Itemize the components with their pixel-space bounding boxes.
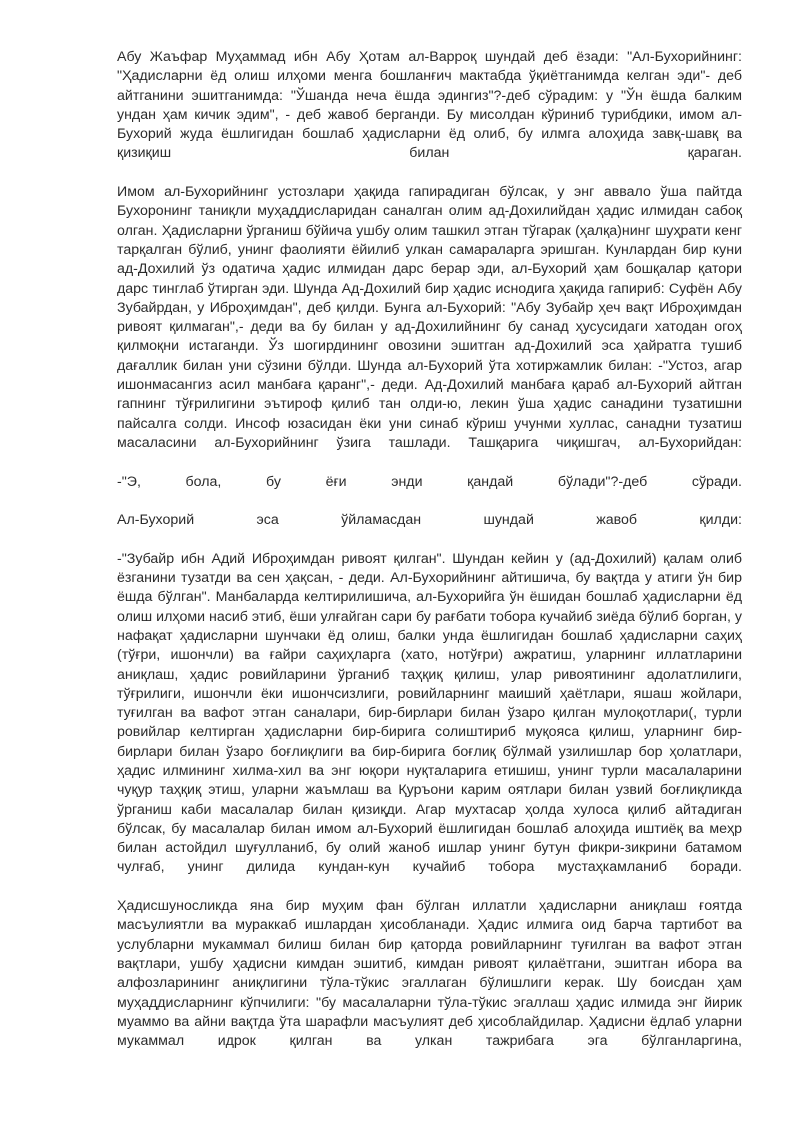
paragraph-2: Имом ал-Бухорийнинг устозлари ҳақида гапирадиган бўлсак, у энг аввало ўша пайтда Бухоронинг таниқли муҳаддисларидан саналган олим ад-Дохилийдан ҳадис илмидан сабоқ олган. Ҳадисларни ўрганиш бўйича ушбу олим ташкил этган тўгарак (ҳалқа)нинг шуҳрати кенг тарқалган бўлиб, унинг фаолияти ёйилиб улкан самараларга эришган. Кунлардан бир куни ад-Дохилий ўз одатича ҳадис илмидан дарс берар эди, ал-Бухорий ҳам бошқалар қатори дарс тинглаб ўтирган эди. Шунда Ад-Дохилий бир ҳадис иснодига ҳақида гапириб: Суфён Абу Зубайрдан, у Иброҳимдан", деб қилди. Бунга ал-Бухорий: "Абу Зубайр ҳеч вақт Иброҳимдан ривоят қилмаган",- деди ва бу билан у ад-Дохилийнинг бу санад ҳусусидаги хатодан огоҳ қилмоқни истаганди. Ўз шогирдининг овозини эшитган ад-Дохилий эса ҳайратга тушиб дағаллик билан уни сўзини бўлди. Шунда ал-Бухорий ўта хотиржамлик билан: -"Устоз, агар ишонмасангиз асил манбаға қаранг",- деди. Ад-Дохилий манбаға қараб ал-Бухорий айтган гапнинг тўғрилигини эътироф қилиб тан олди-ю, лекин ўша ҳадис санадини тузатишни пайсалга солди. Инсоф юзасидан ёки уни синаб кўриш учунми хуллас, санадни тузатиш масаласини ал-Бухорийнинг ўзига ташлади. Ташқарига чиқишгач, ал-Бухорийдан: (117, 184, 742, 451)
paragraph-5: -"Зубайр ибн Адий Иброҳимдан ривоят қилган". Шундан кейин у (ад-Дохилий) қалам олиб ёзганини тузатди ва сен ҳақсан, - деди. Ал-Бухорийнинг айтишича, бу вақтда у атиги ўн бир ёшда бўлган". Манбаларда келтирилишича, ал-Бухорийга ўн ёшидан бошлаб ҳадисларни ёд олиш илҳоми насиб этиб, ёши улғайган сари бу рағбати тобора кучайиб зиёда бўлиб борган, у нафақат ҳадисларни шунчаки ёд олиш, балки унда ёшлигидан бошлаб ҳадисларни саҳиҳ (тўғри, ишончли) ва ғайри саҳиҳларга (хато, нотўғри) ажратиш, уларнинг иллатларини аниқлаш, ҳадис ровийларини ўрганиб таҳқиқ қилиш, улар ривоятининг адолатлилиги, тўғрилиги, ишончли ёки ишончсизлиги, ровийларнинг маиший ҳаётлари, яшаш жойлари, туғилган ва вафот этган саналари, бир-бирлари билан ўзаро қилган мулоқотлари(, турли ровийлар келтирган ҳадисларни бир-бирига солиштириб муқояса қилиш, уларнинг бир-бирлари билан ўзаро боғлиқлиги ва бир-бирига боғлиқ бўлмай узилишлар бор ҳолатлари, ҳадис илмининг хилма-хил ва энг юқори нуқталарига етишиш, унинг турли масалаларини чуқур таҳқиқ этиш, уларни жаъмлаш ва Қуръони карим оятлари билан узвий боғлиқликда ўрганиш каби масалалар билан қизиқди. Агар мухтасар ҳолда хулоса қилиб айтадиган бўлсак, бу масалалар билан имом ал-Бухорий ёшлигидан бошлаб алоҳида иштиёқ ва меҳр билан астойдил шуғулланиб, бу олий жаноб ишлар унинг бутун фикри-зикрини батамом чулғаб, унинг дилида кундан-кун кучайиб тобора мустаҳкамланиб боради. (117, 550, 742, 876)
paragraph-3: -"Э, бола, бу ёғи энди қандай бўлади"?-деб сўради. (117, 473, 742, 490)
paragraph-4: Ал-Бухорий эса ўйламасдан шундай жавоб қилди: (117, 512, 742, 529)
paragraph-1: Абу Жаъфар Муҳаммад ибн Абу Ҳотам ал-Варроқ шундай деб ёзади: "Ал-Бухорийнинг: "Ҳадисларни ёд олиш илҳоми менга бошланғич мактабда ўқиётганимда келган эди"- деб айтганини эшитганимда: "Ўшанда неча ёшда эдингиз"?-деб сўрадим: у "Ўн ёшда балким ундан ҳам кичик эдим", - деб жавоб берганди. Бу мисолдан кўриниб турибдики, имом ал-Бухорий жуда ёшлигидан бошлаб ҳадисларни ёд олиб, бу илмга алоҳида завқ-шавқ ва қизиқиш билан қараган. (117, 49, 742, 162)
document-body (117, 48, 742, 1051)
paragraph-6: Ҳадисшуносликда яна бир муҳим фан бўлган иллатли ҳадисларни аниқлаш ғоятда масъулиятли ва мураккаб ишлардан ҳисобланади. Ҳадис илмига оид барча тартибот ва услубларни мукаммал билиш билан бир қаторда ровийларнинг туғилган ва вафот этган вақтлари, ушбу ҳадисни кимдан эшитиб, кимдан ривоят қилаётгани, эшитган ибора ва алфозларининг аниқлигини тўла-тўкис эгаллаган бўлишлиги керак. Шу боисдан ҳам муҳаддисларнинг кўпчилиги: "бу масалаларни тўла-тўкис эгаллаш ҳадис илмида энг йирик муаммо ва айни вақтда ўта шарафли масъулият деб ҳисоблайдилар. Ҳадисни ёдлаб уларни мукаммал идрок қилган ва улкан тажрибага эга бўлганларгина, (117, 898, 742, 1050)
